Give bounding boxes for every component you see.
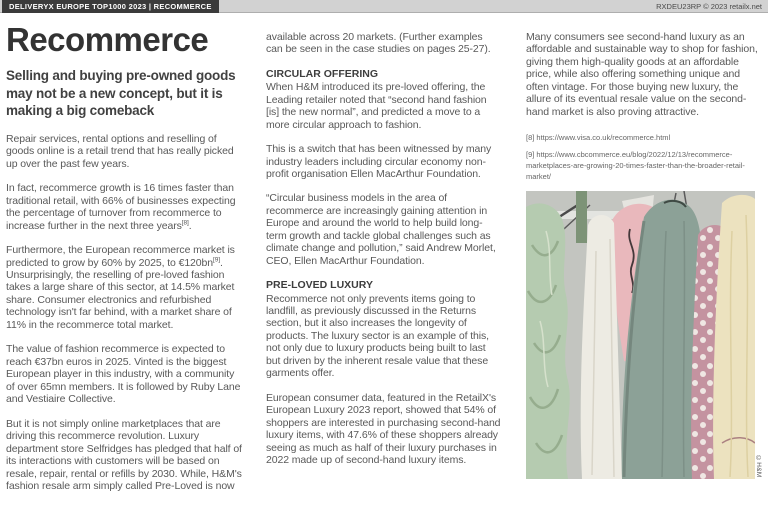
- clothes-photo: [526, 191, 762, 479]
- body-paragraph: “Circular business models in the area of recommerce are increasingly gaining attention in Europe and around the world to help build long-term growth and tackle global challenges such as climate change and pollution,” said Andrew Morlet, CEO, Ellen MacArthur Foundation.: [266, 192, 496, 267]
- footnotes: [526, 132, 762, 182]
- footnote-ref-8: [8]: [181, 219, 189, 227]
- body-paragraph: The value of fashion recommerce is expected to reach €37bn euros in 2025. Vinted is the biggest European player in this industry, with a community of over 65mn members. It is followed by Ruby Lane and Vestiaire Collective.: [6, 343, 241, 406]
- body-paragraph: [6, 182, 242, 232]
- body-paragraph: But it is not simply online marketplaces that are driving this recommerce revolution. Luxury department store Selfridges has pledged that half of its interactions with customers will be based on resale, repair, rental or refills by 2030. While, H&M's fashion resale arm simply called Pre-Loved is now: [6, 417, 242, 493]
- paragraph-text: In fact, recommerce growth is 16 times faster than traditional retail, with 66% of businesses expecting the percentage of turnover from recommerce to increase further in the next three years: [6, 182, 236, 232]
- section-heading-pre-loved-luxury: PRE-LOVED LUXURY: [266, 279, 373, 292]
- clothes-photo-illustration: [526, 191, 755, 479]
- body-paragraph: European consumer data, featured in the RetailX's European Luxury 2023 report, showed that 54% of shoppers are interested in purchasing second-hand luxury items, with 47.6% of these shoppers already seeing as much as half of their luxury purchases in 2022 made up of second-hand luxury items.: [266, 391, 501, 467]
- body-paragraph: Many consumers see second-hand luxury as an affordable and sustainable way to shop for fashion, giving them high-quality goods at an affordable price, while also offering something unique and often vintage. For those buying new luxury, the allure of its eventual resale value on the second-hand market is also proving attractive.: [526, 31, 758, 118]
- page-title: Recommerce: [6, 21, 209, 58]
- footnote-8: [8] https://www.visa.co.uk/recommerce.html: [526, 133, 671, 143]
- green-strap: [576, 191, 587, 243]
- body-paragraph: Recommerce not only prevents items going to landfill, as previously discussed in the Returns section, but it also increases the longevity of products. The luxury sector is an example of this, not only due to luxury products being built to last but driven by the inherent resale value that these garments offer.: [266, 292, 489, 380]
- report-code: RXDEU23RP © 2023 retailx.net: [656, 1, 762, 11]
- column-1: [6, 18, 242, 505]
- paragraph-text: .: [188, 219, 192, 232]
- footnote-9: [9] https://www.cbcommerce.eu/blog/2022/12/13/recommerce-marketplaces-are-growing-20-times-faster-than-the-broader-retail-market/: [526, 149, 745, 182]
- article: [0, 13, 768, 505]
- paragraph-text: . Unsurprisingly, the reselling of pre-loved fashion takes a large share of this sector, at 14.5% market share. Consumer electronics and refurbished technology isn't far behind, with a market share of 11% in the recommerce total market.: [6, 256, 235, 331]
- body-paragraph: This is a switch that has been witnessed by many industry leaders including circular economy non-profit organisation Ellen MacArthur Foundation.: [266, 143, 492, 180]
- column-3: [526, 18, 762, 505]
- column-2: [266, 18, 502, 505]
- footnote-ref-9: [9]: [213, 256, 220, 264]
- body-paragraph: available across 20 markets. (Further examples can be seen in the case studies on pages 25-27).: [266, 31, 491, 56]
- photo-credit: ©H&M: [755, 454, 762, 478]
- body-paragraph: When H&M introduced its pre-loved offering, the Leading retailer noted that “second hand fashion [is] the new normal”, and predicted a move to a more circular approach to fashion.: [266, 81, 487, 131]
- body-paragraph: Repair services, rental options and reselling of goods online is a retail trend that has really picked up over the past few years.: [6, 132, 234, 170]
- header-bar: [0, 0, 768, 13]
- body-paragraph: [6, 244, 242, 331]
- report-badge: DELIVERYX EUROPE TOP1000 2023 | RECOMMERCE: [2, 0, 219, 13]
- paragraph-text: Furthermore, the European recommerce market is predicted to grow by 60% by 2025, to €120bn: [6, 244, 235, 269]
- section-heading-circular-offering: CIRCULAR OFFERING: [266, 67, 378, 80]
- standfirst: Selling and buying pre-owned goods may not be a new concept, but it is making a big comeback: [6, 68, 236, 119]
